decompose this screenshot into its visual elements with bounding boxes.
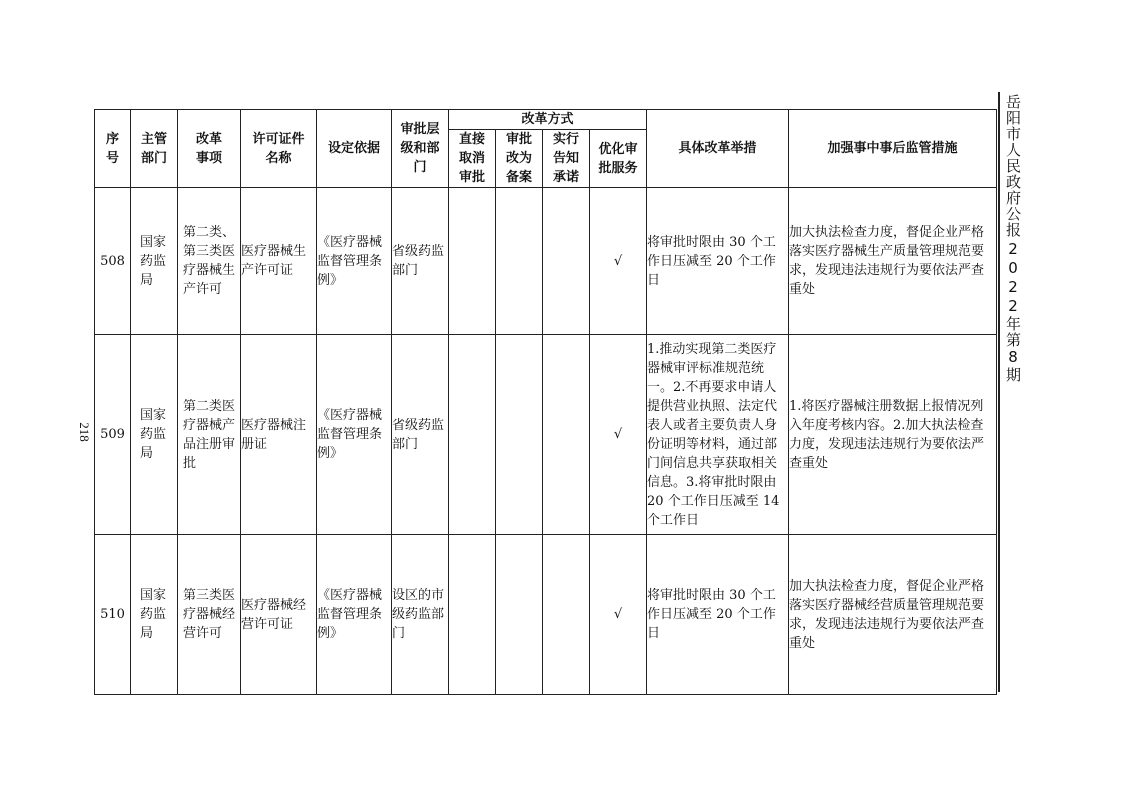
reform-table bbox=[94, 109, 997, 695]
cell-license: 医疗器械经营许可证 bbox=[241, 535, 317, 695]
cell-to-filing bbox=[496, 335, 543, 535]
cell-direct-cancel bbox=[449, 188, 496, 335]
cell-to-filing bbox=[496, 535, 543, 695]
table-row bbox=[95, 535, 997, 695]
header-license: 许可证件名称 bbox=[241, 110, 317, 188]
header-commitment: 实行告知承诺 bbox=[543, 130, 590, 188]
cell-department: 国家药监局 bbox=[131, 335, 178, 535]
cell-item: 第二类医疗器械产品注册审批 bbox=[178, 335, 241, 535]
header-level: 审批层级和部门 bbox=[392, 110, 449, 188]
cell-direct-cancel bbox=[449, 335, 496, 535]
cell-commitment bbox=[543, 535, 590, 695]
header-item: 改革事项 bbox=[178, 110, 241, 188]
cell-supervision: 加大执法检查力度，督促企业严格落实医疗器械经营质量管理规范要求，发现违法违规行为要依法严查重处 bbox=[789, 535, 997, 695]
cell-commitment bbox=[543, 188, 590, 335]
header-measures: 具体改革举措 bbox=[647, 110, 789, 188]
cell-basis: 《医疗器械监督管理条例》 bbox=[317, 535, 392, 695]
cell-measures: 将审批时限由 30 个工作日压减至 20 个工作日 bbox=[647, 188, 789, 335]
cell-item: 第三类医疗器械经营许可 bbox=[178, 535, 241, 695]
cell-supervision: 加大执法检查力度，督促企业严格落实医疗器械生产质量管理规范要求，发现违法违规行为要依法严查重处 bbox=[789, 188, 997, 335]
cell-seq: 508 bbox=[95, 188, 131, 335]
cell-level: 设区的市级药监部门 bbox=[392, 535, 449, 695]
page-number: 218 bbox=[76, 422, 92, 442]
cell-measures: 1.推动实现第二类医疗器械审评标准规范统一。2.不再要求申请人提供营业执照、法定代表人或者主要负责人身份证明等材料，通过部门间信息共享获取相关信息。3.将审批时限由 20 个工作日压减至 14 个工作日 bbox=[647, 335, 789, 535]
header-supervision: 加强事中事后监管措施 bbox=[789, 110, 997, 188]
cell-direct-cancel bbox=[449, 535, 496, 695]
header-rule bbox=[998, 92, 1000, 692]
journal-issue: 2022年第8期 bbox=[1004, 240, 1022, 383]
cell-license: 医疗器械注册证 bbox=[241, 335, 317, 535]
table-row bbox=[95, 335, 997, 535]
cell-basis: 《医疗器械监督管理条例》 bbox=[317, 335, 392, 535]
cell-optimize-check: √ bbox=[590, 535, 647, 695]
cell-measures: 将审批时限由 30 个工作日压减至 20 个工作日 bbox=[647, 535, 789, 695]
header-seq: 序号 bbox=[95, 110, 131, 188]
cell-seq: 510 bbox=[95, 535, 131, 695]
cell-basis: 《医疗器械监督管理条例》 bbox=[317, 188, 392, 335]
cell-license: 医疗器械生产许可证 bbox=[241, 188, 317, 335]
header-optimize: 优化审批服务 bbox=[590, 130, 647, 188]
cell-level: 省级药监部门 bbox=[392, 335, 449, 535]
cell-supervision: 1.将医疗器械注册数据上报情况列入年度考核内容。2.加大执法检查力度，发现违法违规行为要依法严查重处 bbox=[789, 335, 997, 535]
cell-seq: 509 bbox=[95, 335, 131, 535]
cell-optimize-check: √ bbox=[590, 188, 647, 335]
journal-publisher: 岳阳市人民政府公报 bbox=[1004, 94, 1022, 238]
header-department: 主管部门 bbox=[131, 110, 178, 188]
cell-to-filing bbox=[496, 188, 543, 335]
header-reform-group: 改革方式 bbox=[449, 110, 647, 130]
cell-optimize-check: √ bbox=[590, 335, 647, 535]
cell-item: 第二类、第三类医疗器械生产许可 bbox=[178, 188, 241, 335]
header-direct-cancel: 直接取消审批 bbox=[449, 130, 496, 188]
cell-level: 省级药监部门 bbox=[392, 188, 449, 335]
cell-department: 国家药监局 bbox=[131, 535, 178, 695]
cell-department: 国家药监局 bbox=[131, 188, 178, 335]
table-row bbox=[95, 188, 997, 335]
cell-commitment bbox=[543, 335, 590, 535]
header-basis: 设定依据 bbox=[317, 110, 392, 188]
header-to-filing: 审批改为备案 bbox=[496, 130, 543, 188]
